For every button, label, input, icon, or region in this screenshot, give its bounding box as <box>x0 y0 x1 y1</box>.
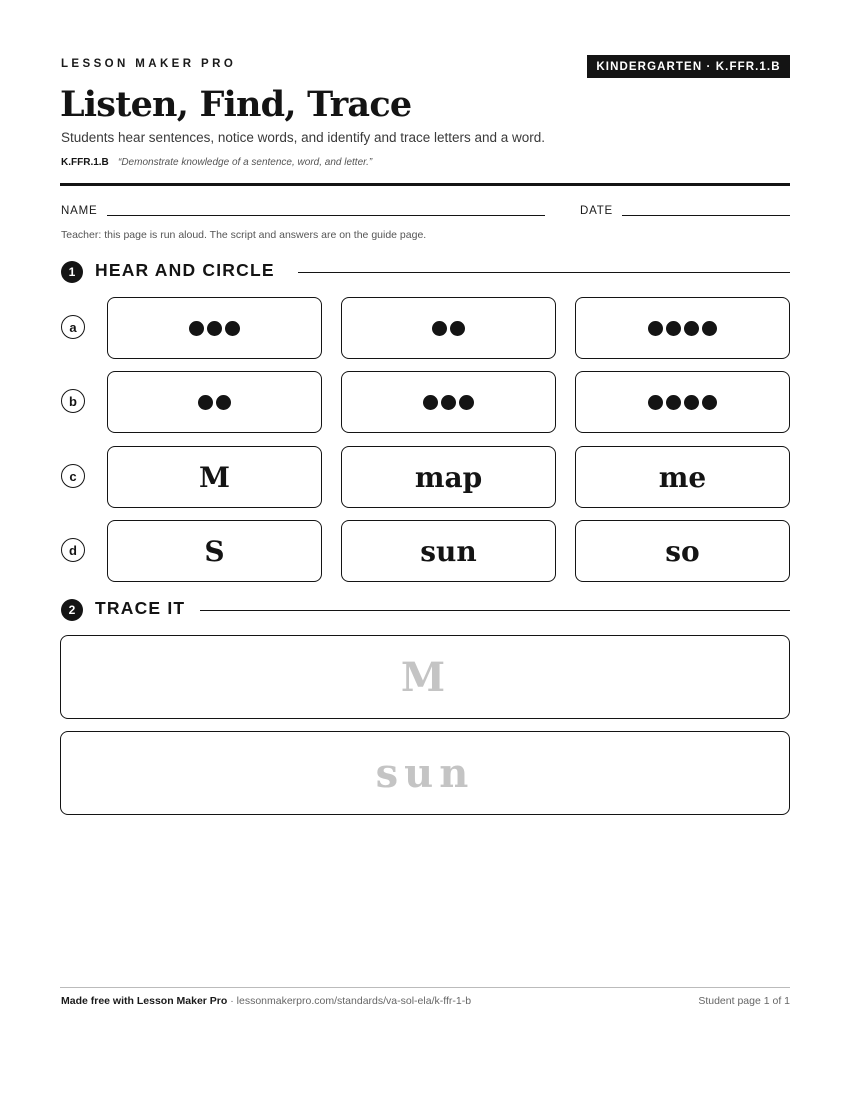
row-label-b: b <box>61 389 85 413</box>
dot <box>666 321 681 336</box>
section-2-number-badge: 2 <box>61 599 83 621</box>
dot <box>459 395 474 410</box>
dot <box>441 395 456 410</box>
trace-box-word[interactable] <box>60 731 790 815</box>
name-label: NAME <box>61 205 98 217</box>
footer-url: · lessonmakerpro.com/standards/va-sol-ela/k-ffr-1-b <box>230 995 472 1007</box>
dot <box>423 395 438 410</box>
teacher-note: Teacher: this page is run aloud. The script and answers are on the guide page. <box>61 229 427 241</box>
section-2-rule <box>200 610 790 611</box>
section-1-number-badge: 1 <box>61 261 83 283</box>
section-1-title: HEAR AND CIRCLE <box>95 260 275 280</box>
dot <box>684 321 699 336</box>
row-label-a: a <box>61 315 85 339</box>
row-label-d: d <box>61 538 85 562</box>
choice-word: M <box>199 460 230 494</box>
date-field-line[interactable] <box>622 215 790 216</box>
dot <box>189 321 204 336</box>
standard-code: K.FFR.1.B <box>61 157 109 168</box>
choice-word: sun <box>420 534 477 568</box>
choice-box-b-2[interactable] <box>341 371 556 433</box>
row-label-c: c <box>61 464 85 488</box>
section-2-title: TRACE IT <box>95 598 186 618</box>
dot <box>207 321 222 336</box>
choice-box-a-1[interactable] <box>107 297 322 359</box>
dot <box>225 321 240 336</box>
dot <box>666 395 681 410</box>
dot <box>450 321 465 336</box>
trace-guide-text: M <box>400 653 450 701</box>
brand-name: LESSON MAKER PRO <box>61 58 237 70</box>
dot <box>432 321 447 336</box>
choice-box-c-2[interactable] <box>341 446 556 508</box>
page-subtitle: Students hear sentences, notice words, and identify and trace letters and a word. <box>61 130 546 145</box>
choice-box-a-2[interactable] <box>341 297 556 359</box>
choice-box-d-3[interactable] <box>575 520 790 582</box>
grade-standard-badge: KINDERGARTEN · K.FFR.1.B <box>587 55 790 78</box>
dot <box>216 395 231 410</box>
choice-box-d-2[interactable] <box>341 520 556 582</box>
page-title: Listen, Find, Trace <box>60 84 412 125</box>
trace-guide-text: sun <box>375 749 475 797</box>
footer-page-number: Student page 1 of 1 <box>698 995 790 1007</box>
dot <box>702 395 717 410</box>
choice-word: me <box>658 460 707 494</box>
dot <box>198 395 213 410</box>
footer-credit <box>61 995 471 1007</box>
footer-divider <box>60 987 790 988</box>
dot <box>648 321 663 336</box>
choice-word: map <box>414 460 483 494</box>
header-divider <box>60 183 790 186</box>
choice-box-c-3[interactable] <box>575 446 790 508</box>
trace-box-letter[interactable] <box>60 635 790 719</box>
choice-word: S <box>204 534 225 568</box>
choice-box-c-1[interactable] <box>107 446 322 508</box>
choice-word: so <box>665 534 700 568</box>
choice-box-b-3[interactable] <box>575 371 790 433</box>
dot <box>684 395 699 410</box>
dot <box>702 321 717 336</box>
footer-made-with: Made free with Lesson Maker Pro <box>61 995 228 1007</box>
standard-description: “Demonstrate knowledge of a sentence, word, and letter.” <box>118 157 373 168</box>
choice-box-d-1[interactable] <box>107 520 322 582</box>
dot <box>648 395 663 410</box>
choice-box-b-1[interactable] <box>107 371 322 433</box>
name-field-line[interactable] <box>107 215 545 216</box>
choice-box-a-3[interactable] <box>575 297 790 359</box>
date-label: DATE <box>580 205 614 217</box>
section-1-rule <box>298 272 790 273</box>
